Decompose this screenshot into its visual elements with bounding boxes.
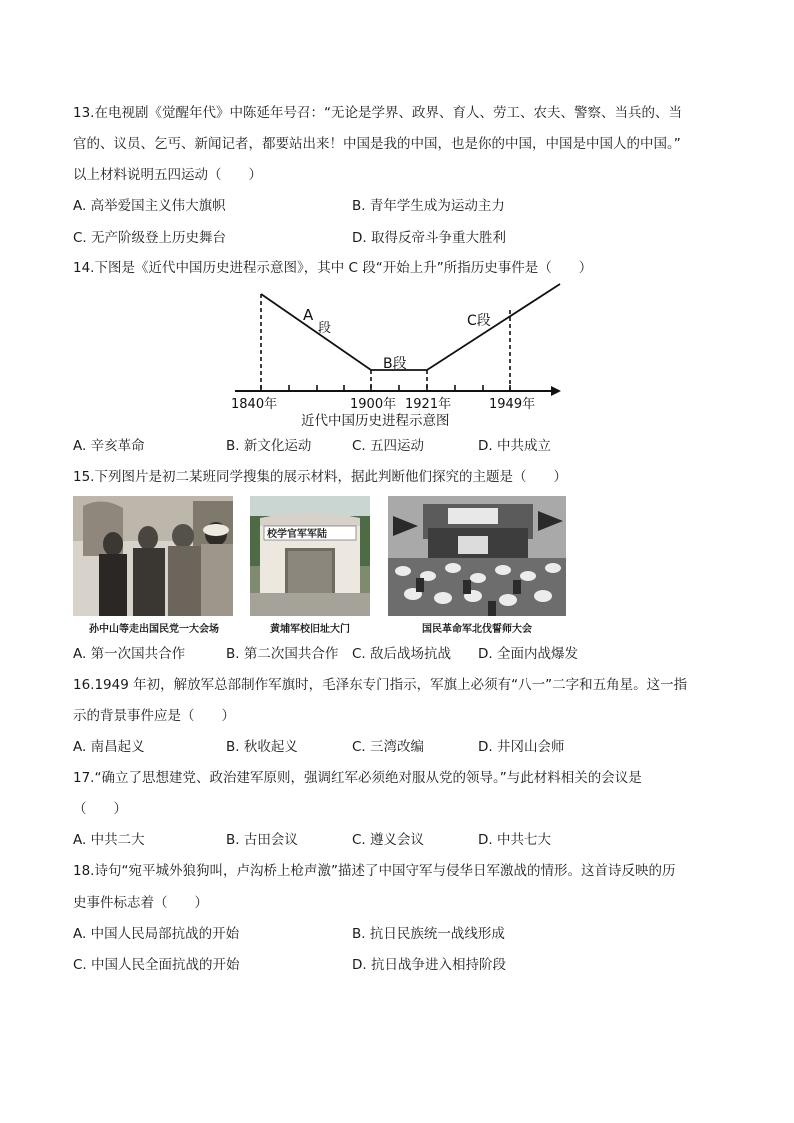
q16-option-b[interactable]: B. 秋收起义 <box>226 739 298 755</box>
timeline-arrow-icon <box>551 386 561 396</box>
q13-stem-line3: 以上材料说明五四运动（ ） <box>73 167 262 183</box>
q18-option-a[interactable]: A. 中国人民局部抗战的开始 <box>73 926 240 942</box>
q15-option-a[interactable]: A. 第一次国共合作 <box>73 646 186 662</box>
q13-stem-line1: 13.在电视剧《觉醒年代》中陈延年号召：“无论是学界、政界、育人、劳工、农夫、警察、当兵的、当 <box>73 105 682 121</box>
process-line <box>261 284 560 370</box>
photo-caption-2: 黄埔军校旧址大门 <box>270 624 350 635</box>
year-1921: 1921年 <box>405 397 452 412</box>
photo-sun-yat-sen-group <box>73 496 233 616</box>
q17-option-d[interactable]: D. 中共七大 <box>478 832 551 848</box>
photo-whampoa-gate <box>250 496 370 616</box>
q15-option-b[interactable]: B. 第二次国共合作 <box>226 646 339 662</box>
q17-option-b[interactable]: B. 古田会议 <box>226 832 298 848</box>
q13-stem-line2: 官的、议员、乞丐、新闻记者，都要站出来！中国是我的中国，也是你的中国，中国是中国人的中国。” <box>73 136 681 152</box>
q14-stem: 14.下图是《近代中国历史进程示意图》，其中 C 段“开始上升”所指历史事件是（ ） <box>73 260 593 276</box>
q16-option-d[interactable]: D. 井冈山会师 <box>478 739 565 755</box>
q14-option-b[interactable]: B. 新文化运动 <box>226 438 312 454</box>
q18-option-c[interactable]: C. 中国人民全面抗战的开始 <box>73 957 240 973</box>
diagram-caption: 近代中国历史进程示意图 <box>301 413 450 429</box>
q17-stem-line2: （ ） <box>73 801 127 817</box>
photo-northern-expedition-rally <box>388 496 566 616</box>
q16-option-a[interactable]: A. 南昌起义 <box>73 739 145 755</box>
q18-option-b[interactable]: B. 抗日民族统一战线形成 <box>352 926 505 942</box>
q17-option-c[interactable]: C. 遵义会议 <box>352 832 425 848</box>
q18-stem-line2: 史事件标志着（ ） <box>73 895 208 911</box>
label-b: B段 <box>383 356 407 372</box>
q16-option-c[interactable]: C. 三湾改编 <box>352 739 425 755</box>
q14-option-c[interactable]: C. 五四运动 <box>352 438 425 454</box>
year-1840: 1840年 <box>231 397 278 412</box>
q13-option-d[interactable]: D. 取得反帝斗争重大胜利 <box>352 230 506 246</box>
q15-option-d[interactable]: D. 全面内战爆发 <box>478 646 578 662</box>
label-c: C段 <box>467 313 491 329</box>
q18-option-d[interactable]: D. 抗日战争进入相持阶段 <box>352 957 506 973</box>
photo-caption-1: 孙中山等走出国民党一大会场 <box>89 624 219 635</box>
q15-stem: 15.下列图片是初二某班同学搜集的展示材料，据此判断他们探究的主题是（ ） <box>73 469 567 485</box>
q13-option-c[interactable]: C. 无产阶级登上历史舞台 <box>73 230 227 246</box>
q16-stem-line2: 示的背景事件应是（ ） <box>73 708 235 724</box>
history-process-diagram <box>225 280 570 430</box>
label-a: A <box>303 306 314 324</box>
q17-stem-line1: 17.“确立了思想建党、政治建军原则，强调红军必须绝对服从党的领导。”与此材料相关的会议是 <box>73 770 642 786</box>
year-1900: 1900年 <box>350 397 397 412</box>
gate-sign-text: 校学官军军陆 <box>267 529 327 540</box>
q18-stem-line1: 18.诗句“宛平城外狼狗叫，卢沟桥上枪声激”描述了中国守军与侵华日军激战的情形。这首诗反映的历 <box>73 863 676 879</box>
label-a-suffix: 段 <box>318 321 332 336</box>
q13-option-a[interactable]: A. 高举爱国主义伟大旗帜 <box>73 198 226 214</box>
q14-option-a[interactable]: A. 辛亥革命 <box>73 438 145 454</box>
q14-option-d[interactable]: D. 中共成立 <box>478 438 551 454</box>
q17-option-a[interactable]: A. 中共二大 <box>73 832 145 848</box>
year-1949: 1949年 <box>489 397 536 412</box>
q15-option-c[interactable]: C. 敌后战场抗战 <box>352 646 452 662</box>
q13-option-b[interactable]: B. 青年学生成为运动主力 <box>352 198 505 214</box>
q16-stem-line1: 16.1949 年初，解放军总部制作军旗时，毛泽东专门指示，军旗上必须有“八一”二字和五角星。这一指 <box>73 677 688 693</box>
photo-caption-3: 国民革命军北伐誓师大会 <box>422 624 532 635</box>
